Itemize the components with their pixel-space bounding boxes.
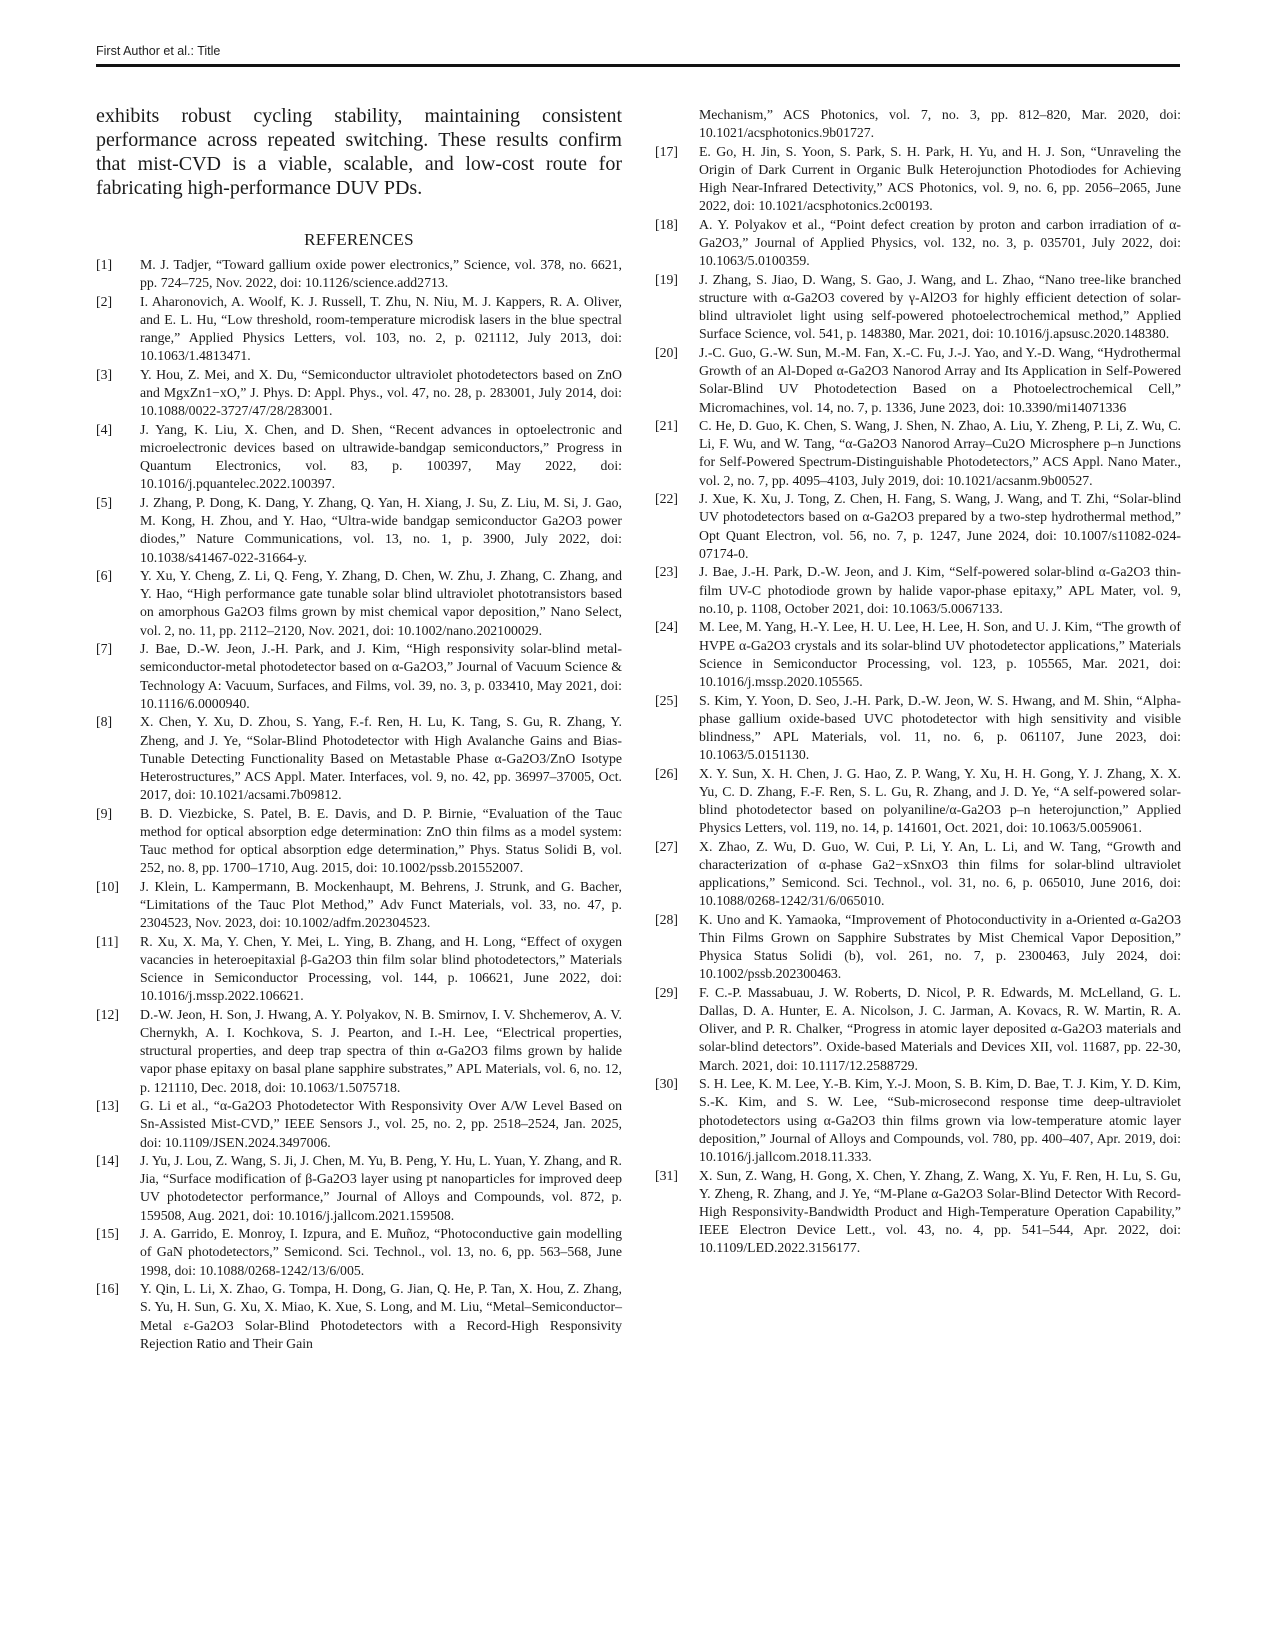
reference-number: [8] <box>96 714 113 730</box>
reference-text: F. C.-P. Massabuau, J. W. Roberts, D. Nicol, P. R. Edwards, M. McLelland, G. L. Dallas, D. A. Hunter, E. A. Nicolson, J. C. Jarman, A. Kovacs, R. W. Martin, R. A. Oliver, and P. R. Chalker, “Progress in atomic layer deposited α-Ga2O3 materials and solar-blind detectors”. Oxide-based Materials and Devices XII, vol. 11687, pp. 22-30, March. 2021, doi: 10.1117/12.2588729. <box>699 985 1181 1073</box>
reference-item <box>655 344 1181 417</box>
reference-item <box>96 805 622 878</box>
reference-number: [31] <box>655 1167 678 1183</box>
reference-text: I. Aharonovich, A. Woolf, K. J. Russell, T. Zhu, N. Niu, M. J. Kappers, R. A. Oliver, and E. L. Hu, “Low threshold, room-temperature microdisk lasers in the blue spectral range,” Applied Physics Letters, vol. 103, no. 2, p. 021112, July 2013, doi: 10.1063/1.4813471. <box>140 293 622 364</box>
reference-number: [18] <box>655 216 678 232</box>
reference-item <box>96 1225 622 1279</box>
reference-text: J. Yang, K. Liu, X. Chen, and D. Shen, “Recent advances in optoelectronic and microelectronic devices based on ultrawide-bandgap semiconductors,” Progress in Quantum Electronics, vol. 83, p. 100397, May 2022, doi: 10.1016/j.pquantelec.2022.100397. <box>140 421 622 492</box>
references-list-right <box>655 143 1181 1258</box>
running-header: First Author et al.: Title <box>96 44 221 58</box>
reference-item <box>655 271 1181 344</box>
reference-number: [9] <box>96 805 113 821</box>
reference-item <box>96 1152 622 1225</box>
header-rule <box>96 64 1180 67</box>
reference-number: [11] <box>96 933 119 949</box>
reference-text: G. Li et al., “α-Ga2O3 Photodetector With Responsivity Over A/W Level Based on Sn-Assisted Mist-CVD,” IEEE Sensors J., vol. 25, no. 2, pp. 2518–2524, Jan. 2025, doi: 10.1109/JSEN.2024.3497006. <box>140 1098 622 1150</box>
reference-item <box>96 421 622 494</box>
reference-text: S. H. Lee, K. M. Lee, Y.-B. Kim, Y.-J. Moon, S. B. Kim, D. Bae, T. J. Kim, Y. D. Kim, S.-K. Kim, and S. W. Lee, “Sub-microsecond response time deep-ultraviolet photodetectors using α-Ga2O3 thin films grown via low-temperature atomic layer deposition,” Journal of Alloys and Compounds, vol. 780, pp. 400–407, Apr. 2019, doi: 10.1016/j.jallcom.2018.11.333. <box>699 1076 1181 1164</box>
reference-item <box>96 933 622 1006</box>
reference-item <box>655 765 1181 838</box>
reference-item <box>655 1167 1181 1258</box>
reference-text: X. Zhao, Z. Wu, D. Guo, W. Cui, P. Li, Y. An, L. Li, and W. Tang, “Growth and characterization of α-phase Ga2−xSnxO3 thin films for solar-blind ultraviolet applications,” Semicond. Sci. Technol., vol. 31, no. 6, p. 065010, June 2016, doi: 10.1088/0268-1242/31/6/065010. <box>699 838 1181 909</box>
reference-item <box>655 417 1181 490</box>
reference-item <box>96 1006 622 1097</box>
reference-number: [23] <box>655 564 678 580</box>
reference-item <box>655 143 1181 216</box>
reference-number: [2] <box>96 293 113 309</box>
reference-text: J. Bae, D.-W. Jeon, J.-H. Park, and J. Kim, “High responsivity solar-blind metal-semiconductor-metal photodetector based on α-Ga2O3,” Journal of Vacuum Science & Technology A: Vacuum, Surfaces, and Films, vol. 39, no. 3, p. 033410, May 2021, doi: 10.1116/6.0000940. <box>140 641 622 711</box>
reference-item <box>96 567 622 640</box>
right-column <box>655 106 1181 1258</box>
reference-text: A. Y. Polyakov et al., “Point defect creation by proton and carbon irradiation of α-Ga2O3,” Journal of Applied Physics, vol. 132, no. 3, p. 035701, July 2022, doi: 10.1063/5.0100359. <box>699 216 1181 269</box>
reference-number: [15] <box>96 1226 119 1242</box>
reference-number: [14] <box>96 1153 119 1169</box>
reference-item <box>96 640 622 713</box>
reference-text: M. Lee, M. Yang, H.-Y. Lee, H. U. Lee, H. Lee, H. Son, and U. J. Kim, “The growth of HVPE α-Ga2O3 crystals and its solar-blind UV photodetector applications,” Materials Science in Semiconductor Processing, vol. 123, p. 105565, Mar. 2021, doi: 10.1016/j.mssp.2020.105565. <box>699 619 1181 689</box>
reference-number: [21] <box>655 418 678 434</box>
reference-text: J. Zhang, S. Jiao, D. Wang, S. Gao, J. Wang, and L. Zhao, “Nano tree-like branched structure with α-Ga2O3 covered by γ-Al2O3 for highly efficient detection of solar-blind ultraviolet light using self-powered photoelectrochemical method,” Applied Surface Science, vol. 541, p. 148380, Mar. 2021, doi: 10.1016/j.apsusc.2020.148380. <box>699 271 1181 342</box>
reference-number: [1] <box>96 257 113 272</box>
reference-item <box>655 563 1181 617</box>
reference-continuation: Mechanism,” ACS Photonics, vol. 7, no. 3, pp. 812–820, Mar. 2020, doi: 10.1021/acsphotonics.9b01727. <box>699 107 1181 141</box>
reference-number: [17] <box>655 143 678 159</box>
reference-text: M. J. Tadjer, “Toward gallium oxide power electronics,” Science, vol. 378, no. 6621, pp. 724–725, Nov. 2022, doi: 10.1126/science.add2713. <box>140 257 622 291</box>
reference-number: [20] <box>655 345 678 361</box>
reference-item <box>96 1097 622 1151</box>
reference-number: [24] <box>655 619 678 635</box>
reference-number: [19] <box>655 271 678 287</box>
reference-text: B. D. Viezbicke, S. Patel, B. E. Davis, and D. P. Birnie, “Evaluation of the Tauc method for optical absorption edge determination: ZnO thin films as a model system: Tauc method for optical absorption edge determination,” Phys. Status Solidi B, vol. 252, no. 8, pp. 1700–1710, Aug. 2015, doi: 10.1002/pssb.201552007. <box>140 805 622 876</box>
reference-number: [16] <box>96 1281 119 1297</box>
reference-item <box>96 256 622 292</box>
reference-text: D.-W. Jeon, H. Son, J. Hwang, A. Y. Polyakov, N. B. Smirnov, I. V. Shchemerov, A. V. Chernykh, A. I. Kochkova, S. J. Pearton, and I.-H. Lee, “Electrical properties, structural properties, and deep trap spectra of thin α-Ga2O3 films grown by halide vapor phase epitaxy on basal plane sapphire substrates,” APL Materials, vol. 6, no. 12, p. 121110, Dec. 2018, doi: 10.1063/1.5075718. <box>140 1006 622 1095</box>
reference-number: [30] <box>655 1076 678 1092</box>
reference-text: K. Uno and K. Yamaoka, “Improvement of Photoconductivity in a-Oriented α-Ga2O3 Thin Films Grown on Sapphire Substrates by Mist Chemical Vapor Deposition,” Physica Status Solidi (b), vol. 261, no. 7, p. 2300463, July 2024, doi: 10.1002/pssb.202300463. <box>699 911 1181 982</box>
reference-item <box>655 838 1181 911</box>
reference-text: E. Go, H. Jin, S. Yoon, S. Park, S. H. Park, H. Yu, and H. J. Son, “Unraveling the Origin of Dark Current in Organic Bulk Heterojunction Photodiodes for Achieving High Near-Infrared Detectivity,” ACS Photonics, vol. 9, no. 6, pp. 2056–2065, June 2022, doi: 10.1021/acsphotonics.2c00193. <box>699 143 1181 214</box>
reference-number: [6] <box>96 568 113 584</box>
reference-item <box>655 1075 1181 1166</box>
reference-item <box>655 692 1181 765</box>
reference-number: [10] <box>96 878 119 894</box>
reference-item <box>96 878 622 932</box>
reference-text: J. Klein, L. Kampermann, B. Mockenhaupt, M. Behrens, J. Strunk, and G. Bacher, “Limitations of the Tauc Plot Method,” Adv Funct Materials, vol. 33, no. 47, p. 2304523, Nov. 2023, doi: 10.1002/adfm.202304523. <box>140 878 622 931</box>
reference-number: [4] <box>96 421 113 437</box>
reference-text: J. Zhang, P. Dong, K. Dang, Y. Zhang, Q. Yan, H. Xiang, J. Su, Z. Liu, M. Si, J. Gao, M. Kong, H. Zhou, and Y. Hao, “Ultra-wide bandgap semiconductor Ga2O3 power diodes,” Nature Communications, vol. 13, no. 1, p. 3900, July 2022, doi: 10.1038/s41467-022-31664-y. <box>140 495 622 565</box>
reference-text: R. Xu, X. Ma, Y. Chen, Y. Mei, L. Ying, B. Zhang, and H. Long, “Effect of oxygen vacancies in heteroepitaxial β-Ga2O3 thin film solar blind photodetectors,” Materials Science in Semiconductor Processing, vol. 144, p. 106621, June 2022, doi: 10.1016/j.mssp.2022.106621. <box>140 933 622 1004</box>
reference-text: X. Y. Sun, X. H. Chen, J. G. Hao, Z. P. Wang, Y. Xu, H. H. Gong, Y. J. Zhang, X. X. Yu, C. D. Zhang, F.-F. Ren, S. L. Gu, R. Zhang, and J. D. Ye, “A self-powered solar-blind photodetector based on polyaniline/α-Ga2O3 p–n heterojunction,” Applied Physics Letters, vol. 119, no. 14, p. 141601, Oct. 2021, doi: 10.1063/5.0059061. <box>699 765 1181 836</box>
reference-text: S. Kim, Y. Yoon, D. Seo, J.-H. Park, D.-W. Jeon, W. S. Hwang, and M. Shin, “Alpha-phase gallium oxide-based UVC photodetector with high sensitivity and visible blindness,” APL Materials, vol. 11, no. 6, p. 061107, June 2023, doi: 10.1063/5.0151130. <box>699 692 1181 762</box>
reference-text: J. Bae, J.-H. Park, D.-W. Jeon, and J. Kim, “Self-powered solar-blind α-Ga2O3 thin-film UV-C photodiode grown by halide vapor-phase epitaxy,” APL Mater, vol. 9, no.10, p. 1108, October 2021, doi: 10.1063/5.0067133. <box>699 564 1181 616</box>
reference-number: [28] <box>655 911 678 927</box>
reference-text: Y. Xu, Y. Cheng, Z. Li, Q. Feng, Y. Zhang, D. Chen, W. Zhu, J. Zhang, C. Zhang, and Y. Hao, “High performance gate tunable solar blind ultraviolet phototransistors based on amorphous Ga2O3 films grown by mist chemical vapor deposition,” Nano Select, vol. 2, no. 11, pp. 2112–2120, Nov. 2021, doi: 10.1002/nano.202100029. <box>140 568 622 638</box>
references-heading: REFERENCES <box>304 230 414 249</box>
reference-text: X. Chen, Y. Xu, D. Zhou, S. Yang, F.-f. Ren, H. Lu, K. Tang, S. Gu, R. Zhang, Y. Zheng, and J. Ye, “Solar-Blind Photodetector with High Avalanche Gains and Bias-Tunable Detecting Functionality Based on Metastable Phase α-Ga2O3/ZnO Isotype Heterostructures,” ACS Appl. Mater. Interfaces, vol. 9, no. 42, pp. 36997–37005, Oct. 2017, doi: 10.1021/acsami.7b09812. <box>140 714 622 803</box>
reference-number: [26] <box>655 765 678 781</box>
reference-text: Y. Qin, L. Li, X. Zhao, G. Tompa, H. Dong, G. Jian, Q. He, P. Tan, X. Hou, Z. Zhang, S. Yu, H. Sun, G. Xu, X. Miao, K. Xue, S. Long, and M. Liu, “Metal–Semiconductor–Metal ε-Ga2O3 Solar-Blind Photodetectors with a Record-High Responsivity Rejection Ratio and Their Gain <box>140 1281 622 1351</box>
reference-number: [5] <box>96 495 113 511</box>
reference-number: [7] <box>96 641 113 657</box>
reference-item <box>655 911 1181 984</box>
reference-text: J. Yu, J. Lou, Z. Wang, S. Ji, J. Chen, M. Yu, B. Peng, Y. Hu, L. Yuan, Y. Zhang, and R. Jia, “Surface modification of β-Ga2O3 layer using pt nanoparticles for improved deep UV photodetector performance,” Journal of Alloys and Compounds, vol. 872, p. 159508, Aug. 2021, doi: 10.1016/j.jallcom.2021.159508. <box>140 1153 622 1223</box>
reference-number: [29] <box>655 985 678 1000</box>
reference-item <box>96 494 622 567</box>
reference-item <box>96 713 622 804</box>
reference-text: X. Sun, Z. Wang, H. Gong, X. Chen, Y. Zhang, Z. Wang, X. Yu, F. Ren, H. Lu, S. Gu, Y. Zheng, R. Zhang, and J. Ye, “M-Plane α-Ga2O3 Solar-Blind Detector With Record-High Responsivity-Bandwidth Product and High-Temperature Operation Capability,” IEEE Electron Device Lett., vol. 43, no. 4, pp. 541–544, Apr. 2022, doi: 10.1109/LED.2022.3156177. <box>699 1167 1181 1256</box>
reference-text: J.-C. Guo, G.-W. Sun, M.-M. Fan, X.-C. Fu, J.-J. Yao, and Y.-D. Wang, “Hydrothermal Growth of an Al-Doped α-Ga2O3 Nanorod Array and Its Application in Self-Powered Solar-Blind UV Photodetection Based on a Photoelectrochemical Cell,” Micromachines, vol. 14, no. 7, p. 1336, June 2023, doi: 10.3390/mi14071336 <box>699 345 1181 415</box>
reference-number: [3] <box>96 366 113 382</box>
reference-item <box>96 293 622 366</box>
reference-item <box>655 216 1181 270</box>
reference-item <box>655 984 1181 1075</box>
intro-paragraph: exhibits robust cycling stability, maintaining consistent performance across repeated switching. These results confirm that mist-CVD is a viable, scalable, and low-cost route for fabricating high-performance DUV PDs. <box>96 105 622 199</box>
reference-item <box>96 1280 622 1353</box>
reference-item <box>655 618 1181 691</box>
reference-text: J. A. Garrido, E. Monroy, I. Izpura, and E. Muñoz, “Photoconductive gain modelling of GaN photodetectors,” Semicond. Sci. Technol., vol. 13, no. 6, pp. 563–568, June 1998, doi: 10.1088/0268-1242/13/6/005. <box>140 1226 622 1278</box>
left-column <box>96 104 622 1353</box>
reference-text: J. Xue, K. Xu, J. Tong, Z. Chen, H. Fang, S. Wang, J. Wang, and T. Zhi, “Solar-blind UV photodetectors based on α-Ga2O3 prepared by a two-step hydrothermal method,” Opt Quant Electron, vol. 56, no. 7, p. 1247, June 2024, doi: 10.1007/s11082-024-07174-0. <box>699 491 1181 561</box>
reference-text: C. He, D. Guo, K. Chen, S. Wang, J. Shen, N. Zhao, A. Liu, Y. Zheng, P. Li, Z. Wu, C. Li, F. Wu, and W. Tang, “α-Ga2O3 Nanorod Array–Cu2O Microsphere p–n Junctions for Self-Powered Spectrum-Distinguishable Photodetectors,” ACS Appl. Nano Mater., vol. 2, no. 7, pp. 4095–4103, July 2019, doi: 10.1021/acsanm.9b00527. <box>699 418 1181 488</box>
reference-number: [12] <box>96 1006 119 1022</box>
reference-number: [27] <box>655 838 678 854</box>
reference-number: [25] <box>655 692 678 708</box>
reference-item <box>655 490 1181 563</box>
reference-number: [13] <box>96 1098 119 1114</box>
reference-number: [22] <box>655 491 678 507</box>
reference-text: Y. Hou, Z. Mei, and X. Du, “Semiconductor ultraviolet photodetectors based on ZnO and MgxZn1−xO,” J. Phys. D: Appl. Phys., vol. 47, no. 28, p. 283001, July 2014, doi: 10.1088/0022-3727/47/28/283001. <box>140 366 622 419</box>
reference-item <box>96 366 622 420</box>
references-list-left <box>96 256 622 1353</box>
